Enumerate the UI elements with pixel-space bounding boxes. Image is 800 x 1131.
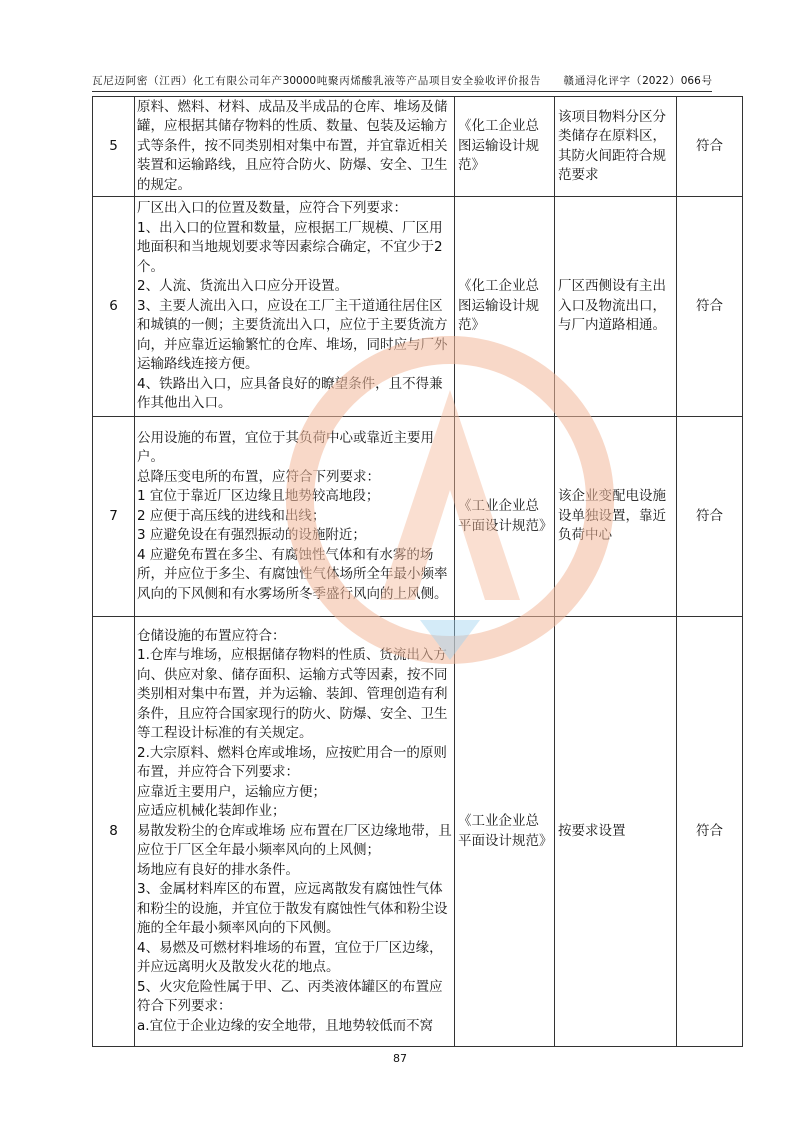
standard-cell: 《化工企业总图运输设计规范》 (455, 197, 555, 417)
standard-cell: 《工业企业总平面设计规范》 (455, 617, 555, 1047)
requirement-line: a.宜位于企业边缘的安全地带，且地势较低而不窝 (137, 1017, 434, 1034)
actual-situation-cell: 按要求设置 (555, 617, 677, 1047)
row-number-cell: 7 (93, 417, 135, 617)
requirement-line: 易散发粉尘的仓库或堆场 应布置在厂区边缘地带，且应位于厂区全年最小频率风向的上风侧； (137, 822, 452, 859)
requirement-line: 应靠近主要用户，运输应方便； (137, 783, 326, 800)
requirement-line: 3、主要人流出入口，应设在工厂主干道通往居住区和城镇的一侧；主要货流出入口，应位于主要货流方向，并应靠近运输繁忙的仓库、堆场，同时应与厂外运输路线连接方便。 (137, 297, 448, 373)
result-cell: 符合 (677, 417, 743, 617)
requirement-line: 4、易燃及可燃材料堆场的布置，宜位于厂区边缘，并应远离明火及散发火花的地点。 (137, 939, 443, 976)
header-rule (92, 91, 712, 92)
row-number-cell: 6 (93, 197, 135, 417)
result-cell: 符合 (677, 197, 743, 417)
requirement-line: 3、金属材料库区的布置，应远离散发有腐蚀性气体和粉尘的设施，并宜位于散发有腐蚀性气体和粉尘设施的全年最小频率风向的下风侧。 (137, 881, 448, 937)
requirement-line: 4、铁路出入口，应具备良好的瞭望条件，且不得兼作其他出入口。 (137, 375, 443, 412)
evaluation-table (92, 96, 743, 1047)
table-row (93, 197, 743, 417)
requirement-line: 5、火灾危险性属于甲、乙、丙类液体罐区的布置应符合下列要求： (137, 978, 443, 1015)
requirement-line: 4 应避免布置在多尘、有腐蚀性气体和有水雾的场所，并应位于多尘、有腐蚀性气体场所全年最小频率风向的下风侧和有水雾场所冬季盛行风向的上风侧。 (137, 546, 448, 602)
table-row (93, 97, 743, 197)
requirement-line: 仓储设施的布置应符合： (137, 627, 286, 644)
page-header: 瓦尼迈阿密（江西）化工有限公司年产30000吨聚丙烯酸乳液等产品项目安全验收评价报告 赣通浔化评字（2022）066号 (92, 75, 712, 87)
standard-cell: 《化工企业总图运输设计规范》 (455, 97, 555, 197)
requirement-cell (135, 617, 455, 1047)
requirement-line: 原料、燃料、材料、成品及半成品的仓库、堆场及储罐，应根据其储存物料的性质、数量、包装及运输方式等条件，按不同类别相对集中布置，并宜靠近相关装置和运输路线，且应符合防火、防爆、安全、卫生的规定。 (137, 98, 448, 193)
table-row (93, 617, 743, 1047)
requirement-line: 场地应有良好的排水条件。 (137, 861, 299, 878)
result-cell: 符合 (677, 97, 743, 197)
result-cell: 符合 (677, 617, 743, 1047)
evaluation-table-body (93, 97, 743, 1047)
actual-situation-cell: 该项目物料分区分类储存在原料区，其防火间距符合规范要求 (555, 97, 677, 197)
requirement-line: 1 宜位于靠近厂区边缘且地势较高地段； (137, 488, 380, 505)
actual-situation-cell: 厂区西侧设有主出入口及物流出口，与厂内道路相通。 (555, 197, 677, 417)
page-number: 87 (393, 1052, 407, 1065)
requirement-line: 总降压变电所的布置，应符合下列要求： (137, 468, 380, 485)
requirement-line: 2、人流、货流出入口应分开设置。 (137, 278, 349, 295)
requirement-line: 2.大宗原料、燃料仓库或堆场，应按贮用合一的原则布置，并应符合下列要求： (137, 744, 447, 781)
requirement-line: 公用设施的布置，宜位于其负荷中心或靠近主要用户。 (137, 429, 434, 466)
requirement-cell (135, 417, 455, 617)
table-row (93, 417, 743, 617)
requirement-line: 2 应便于高压线的进线和出线； (137, 507, 326, 524)
requirement-line: 3 应避免设在有强烈振动的设施附近； (137, 527, 366, 544)
requirement-line: 厂区出入口的位置及数量，应符合下列要求： (137, 200, 407, 217)
requirement-line: 应适应机械化装卸作业； (137, 803, 286, 820)
row-number-cell: 5 (93, 97, 135, 197)
actual-situation-cell: 该企业变配电设施设单独设置，靠近负荷中心 (555, 417, 677, 617)
standard-cell: 《工业企业总平面设计规范》 (455, 417, 555, 617)
row-number-cell: 8 (93, 617, 135, 1047)
requirement-line: 1.仓库与堆场，应根据储存物料的性质、货流出入方向、供应对象、储存面积、运输方式等因素，按不同类别相对集中布置，并为运输、装卸、管理创造有利条件，且应符合国家现行的防火、防爆、安全、卫生等工程设计标准的有关规定。 (137, 647, 448, 742)
requirement-cell (135, 197, 455, 417)
requirement-cell (135, 97, 455, 197)
requirement-line: 1、出入口的位置和数量，应根据工厂规模、厂区用地面积和当地规划要求等因素综合确定，不宜少于2个。 (137, 219, 443, 275)
